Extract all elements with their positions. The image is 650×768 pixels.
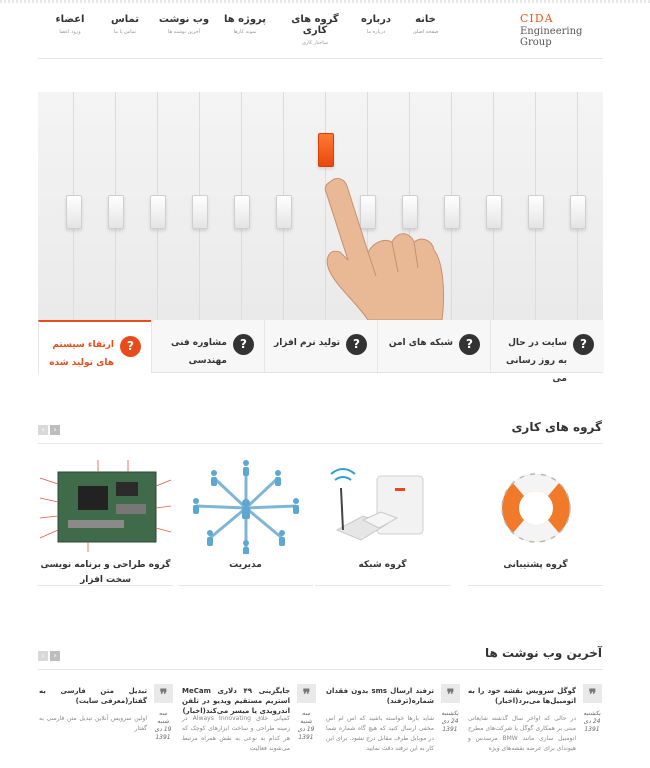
post-date: یکشنبه 24 دی 1391 xyxy=(441,710,459,733)
post-title[interactable]: جایگزینی ۴۹ دلاری MeCam استریم مستقیم ویدیو در تلفن اندرویدی یا میسر می‌کند(اخبار) xyxy=(182,687,291,715)
feature-tab-label: ارتقاء سیستم های تولید شده xyxy=(49,340,114,368)
blog-divider xyxy=(38,669,603,670)
feature-tabs xyxy=(38,320,603,384)
blog-carousel-arrows xyxy=(38,651,60,661)
nav-sublabel: صفحه اصلی xyxy=(412,29,439,35)
group-card-title: گروه شبکه xyxy=(358,560,407,570)
hand-illustration xyxy=(38,92,603,320)
router-icon xyxy=(315,458,450,554)
nav-label: اعضاء xyxy=(55,14,85,25)
logo-line-2: Engineering Group xyxy=(520,26,583,48)
blog-prev-button[interactable]: ‹ xyxy=(38,651,48,661)
post-title[interactable]: گوگل سرویس نقشه خود را به اتومبیل‌ها می‌برد(اخبار) xyxy=(468,687,576,705)
post-excerpt: در حالی که اواخر سال گذشته شایعاتی مبنی بر همکاری گوگل با شرکت‌های مطرح اتومبیل سازی مانند BMW مرسدس و هیوندای برای عرضه نقشه‌های ویژه xyxy=(468,715,576,752)
post-excerpt: کمپانی خلاق Always Innovating در زمینه طراحی و ساخت ابزارهای کوچک که هر کدام به نوعی به نقش همراه مرتبط می‌شوند فعالیت xyxy=(182,715,290,752)
groups-divider xyxy=(38,443,603,444)
groups-section-title: گروه های کاری xyxy=(511,420,602,434)
feature-tab-secure-networks[interactable] xyxy=(377,320,490,372)
group-divider xyxy=(38,585,173,586)
group-card-title: گروه طراحی و برنامه نویسی سخت افزار xyxy=(40,560,171,585)
logo-line-1: CIDA xyxy=(520,12,554,25)
groups-prev-button[interactable]: ‹ xyxy=(38,425,48,435)
post-date: سه شنبه 19 دی 1391 xyxy=(297,710,315,741)
blog-post[interactable] xyxy=(181,684,316,768)
nav-sublabel: درباره ما xyxy=(366,29,386,35)
feature-tab-consulting[interactable] xyxy=(151,320,264,372)
nav-about[interactable] xyxy=(352,0,400,50)
post-excerpt: اولین سرویس آنلاین تبدیل متن فارسی به گفتار xyxy=(39,715,147,732)
groups-carousel-arrows xyxy=(38,425,60,435)
nav-label: وب نوشت xyxy=(158,14,210,25)
blog-post[interactable] xyxy=(325,684,460,768)
post-date: یکشنبه 24 دی 1391 xyxy=(583,710,601,733)
quote-icon: ❞ xyxy=(154,684,173,703)
nav-sublabel: تماس با ما xyxy=(113,29,137,35)
group-card-management[interactable] xyxy=(178,450,313,582)
nav-label: پروژه ها xyxy=(223,14,267,25)
group-divider xyxy=(315,585,450,586)
feature-tab-label: مشاوره فنی مهندسی xyxy=(170,338,227,366)
group-card-title: مدیریت xyxy=(229,560,262,570)
lifebuoy-icon xyxy=(468,458,603,554)
blog-post[interactable] xyxy=(467,684,602,768)
nav-sublabel: ساختار کاری xyxy=(301,40,329,46)
groups-next-button[interactable]: › xyxy=(50,425,60,435)
nav-label: تماس xyxy=(110,14,139,25)
site-logo[interactable] xyxy=(520,12,610,48)
nav-label: گروه های کاری xyxy=(291,14,339,36)
group-divider xyxy=(468,585,603,586)
header-divider xyxy=(38,58,603,59)
quote-icon: ❞ xyxy=(297,684,316,703)
question-badge-icon: ? xyxy=(459,334,480,355)
group-card-network[interactable] xyxy=(315,450,450,582)
nav-home[interactable] xyxy=(402,0,449,50)
nav-sublabel: نمونه کارها xyxy=(233,29,257,35)
group-card-support[interactable] xyxy=(468,450,603,582)
blog-section-title: آخرین وب نوشت ها xyxy=(485,646,602,660)
feature-tab-label: سایت در حال به روز رسانی می xyxy=(506,338,567,384)
quote-icon: ❞ xyxy=(441,684,460,703)
nav-sublabel: آخرین نوشته ها xyxy=(167,29,201,35)
post-date: سه شنبه 19 دی 1391 xyxy=(154,710,172,741)
post-title[interactable]: ترفند ارسال sms بدون فقدان شماره(ترفند) xyxy=(326,687,434,705)
post-title[interactable]: تبدیل متن فارسی به گفتار(معرفی سایت) xyxy=(39,687,147,705)
feature-tab-site-update[interactable] xyxy=(490,320,604,384)
feature-tab-label: شبکه های امن xyxy=(388,338,453,348)
feature-tab-label: تولید نرم افزار xyxy=(274,338,340,348)
question-badge-icon: ? xyxy=(573,334,594,355)
group-divider xyxy=(178,585,313,586)
nav-label: درباره xyxy=(360,14,392,25)
nav-label: خانه xyxy=(415,14,436,25)
nav-members[interactable] xyxy=(45,0,95,50)
question-badge-icon: ? xyxy=(120,336,141,357)
nav-blog[interactable] xyxy=(155,0,213,50)
feature-tab-upgrade[interactable] xyxy=(38,320,151,374)
network-people-icon xyxy=(178,458,313,554)
feature-tab-software[interactable] xyxy=(264,320,377,372)
question-badge-icon: ? xyxy=(346,334,367,355)
circuit-board-icon xyxy=(38,458,173,554)
nav-workgroups[interactable] xyxy=(280,0,350,50)
blog-post[interactable] xyxy=(38,684,173,768)
nav-sublabel: ورود اعضا xyxy=(59,29,81,35)
group-card-hardware[interactable] xyxy=(38,450,173,585)
nav-projects[interactable] xyxy=(215,0,275,50)
quote-icon: ❞ xyxy=(583,684,602,703)
hero-slider[interactable] xyxy=(38,92,603,320)
question-badge-icon: ? xyxy=(233,334,254,355)
group-card-title: گروه پشتیبانی xyxy=(503,560,568,570)
blog-next-button[interactable]: › xyxy=(50,651,60,661)
post-excerpt: شاید بارها خواسته باشید که اس ام اس مخفی ارسال کنید که هیچ گاه شماره شما در موبایل طرف مقابل درج نشود. برای این کار به این ترفند دقت نمایید xyxy=(326,715,434,752)
nav-contact[interactable] xyxy=(100,0,150,50)
